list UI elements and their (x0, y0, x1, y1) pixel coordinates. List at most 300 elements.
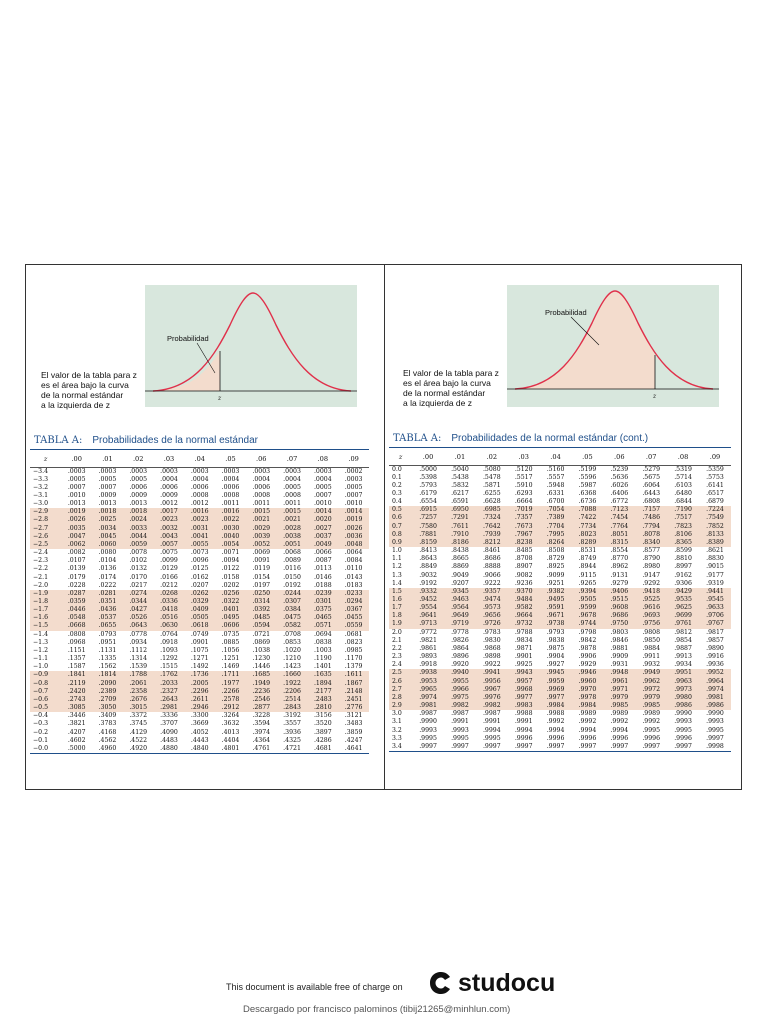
probability-cell: .0384 (277, 606, 308, 614)
column-header: .03 (508, 450, 540, 465)
probability-cell: .1611 (338, 671, 369, 679)
table-row (30, 745, 369, 754)
probability-cell: .9991 (482, 718, 501, 726)
probability-cell: .8023 (571, 531, 603, 539)
probability-cell: .9979 (603, 694, 635, 702)
z-value-cell: 1.2 (392, 563, 402, 571)
probability-cell: .1423 (283, 663, 301, 671)
probability-cell: .5359 (706, 465, 724, 473)
probability-cell: .0655 (92, 622, 123, 630)
probability-cell: .0012 (190, 500, 209, 508)
probability-cell: .9995 (706, 726, 724, 734)
probability-cell: .4641 (338, 745, 369, 754)
probability-cell: .3936 (283, 728, 301, 736)
probability-cell: .6844 (674, 498, 692, 506)
probability-cell: .0192 (283, 581, 301, 589)
probability-cell: .6331 (546, 489, 565, 497)
probability-cell: .9993 (451, 726, 469, 734)
probability-cell: .1401 (313, 663, 332, 671)
table-row (389, 629, 731, 637)
probability-cell: .2843 (277, 704, 308, 712)
probability-cell: .9983 (508, 702, 540, 710)
probability-cell: .9985 (635, 702, 667, 710)
probability-cell: .6517 (706, 489, 724, 497)
probability-cell: .2912 (215, 704, 246, 712)
probability-cell: .9997 (540, 743, 572, 752)
probability-cell: .1587 (67, 663, 86, 671)
probability-cell: .9147 (642, 571, 661, 579)
probability-cell: .1003 (313, 646, 332, 654)
probability-cell: .9949 (635, 669, 667, 677)
column-header: .04 (540, 450, 572, 465)
probability-cell: .9986 (699, 702, 731, 710)
z-value-cell: −2.1 (33, 573, 49, 581)
probability-cell: .7734 (571, 523, 603, 531)
probability-cell: .9015 (706, 563, 724, 571)
probability-cell: .0023 (184, 516, 215, 524)
probability-cell: .4325 (283, 736, 301, 744)
probability-cell: .0307 (277, 598, 308, 606)
probability-cell: .8621 (706, 547, 724, 555)
probability-cell: .9990 (674, 710, 692, 718)
probability-cell: .8078 (635, 531, 667, 539)
probability-cell: .7389 (540, 514, 572, 522)
probability-cell: .0485 (246, 614, 277, 622)
probability-cell: .1131 (98, 646, 117, 654)
probability-cell: .0003 (98, 467, 117, 475)
probability-cell: .0008 (252, 491, 271, 499)
probability-cell: .0024 (123, 516, 154, 524)
table-row (389, 653, 731, 661)
probability-cell: .2389 (92, 688, 123, 696)
probability-cell: .9582 (508, 604, 540, 612)
probability-cell: .2296 (184, 688, 215, 696)
probability-cell: .7019 (508, 506, 540, 514)
probability-cell: .8665 (451, 555, 469, 563)
probability-cell: .3594 (252, 720, 271, 728)
probability-cell: .0005 (129, 475, 148, 483)
probability-cell: .9929 (578, 661, 597, 669)
probability-cell: .6628 (482, 498, 501, 506)
probability-cell: .3085 (61, 704, 92, 712)
column-header: .00 (61, 452, 92, 467)
table-row (30, 557, 369, 565)
probability-cell: .0606 (215, 622, 246, 630)
probability-cell: .9162 (674, 571, 692, 579)
probability-cell: .8729 (546, 555, 565, 563)
probability-cell: .9996 (642, 734, 661, 742)
probability-cell: .3264 (221, 712, 240, 720)
probability-cell: .0179 (67, 573, 86, 581)
z-value-cell: 1.4 (392, 579, 402, 587)
probability-cell: .5793 (419, 481, 437, 489)
z-value-cell: −1.8 (30, 598, 61, 606)
probability-cell: .0062 (61, 541, 92, 549)
probability-cell: .0853 (283, 638, 301, 646)
probability-cell: .7881 (412, 531, 444, 539)
probability-cell: .8962 (610, 563, 629, 571)
probability-cell: .8997 (674, 563, 692, 571)
probability-cell: .9972 (635, 686, 667, 694)
probability-cell: .9956 (476, 678, 508, 686)
probability-cell: .8133 (699, 531, 731, 539)
probability-cell: .8554 (610, 547, 629, 555)
probability-cell: .9761 (667, 620, 699, 628)
probability-cell: .0047 (61, 533, 92, 541)
table-row (30, 541, 369, 549)
probability-cell: .0029 (246, 525, 277, 533)
probability-cell: .3974 (252, 728, 271, 736)
table-header-row (30, 452, 369, 467)
probability-cell: .9918 (419, 661, 437, 669)
probability-cell: .2483 (307, 696, 338, 704)
column-header: .09 (699, 450, 731, 465)
z-value-cell: 1.0 (392, 547, 402, 555)
table-row (389, 735, 731, 743)
table-row (389, 465, 731, 474)
probability-cell: .9989 (610, 710, 629, 718)
probability-cell: .9656 (476, 612, 508, 620)
probability-cell: .5948 (546, 481, 565, 489)
probability-cell: .0217 (129, 581, 148, 589)
probability-cell: .1562 (98, 663, 117, 671)
probability-cell: .9884 (642, 644, 661, 652)
probability-cell: .9082 (514, 571, 533, 579)
probability-cell: .6700 (546, 498, 565, 506)
probability-cell: .9495 (540, 596, 572, 604)
probability-cell: .9793 (546, 628, 565, 636)
note-line: a la izquierda de z (403, 398, 472, 408)
column-header: .08 (667, 450, 699, 465)
table-row (30, 484, 369, 492)
z-value-cell: −3.4 (33, 467, 49, 475)
probability-cell: .4286 (313, 736, 332, 744)
probability-cell: .9991 (451, 718, 469, 726)
probability-cell: .8686 (482, 555, 501, 563)
probability-cell: .9990 (419, 718, 437, 726)
probability-cell: .7157 (635, 506, 667, 514)
probability-cell: .9997 (412, 743, 444, 752)
probability-cell: .9991 (514, 718, 533, 726)
table-header-row (389, 450, 731, 465)
probability-cell: .9996 (514, 734, 533, 742)
table-title-text: Probabilidades de la normal estándar (cont.) (451, 433, 649, 444)
probability-cell: .0096 (190, 557, 209, 565)
probability-cell: .0559 (338, 622, 369, 630)
probability-cell: .2090 (92, 680, 123, 688)
table-row (30, 631, 369, 639)
probability-cell: .0202 (221, 581, 240, 589)
probability-cell: .9996 (610, 734, 629, 742)
probability-cell: .1762 (154, 671, 185, 679)
probability-cell: .0015 (246, 508, 277, 516)
probability-cell: .8830 (706, 555, 724, 563)
probability-cell: .0197 (252, 581, 271, 589)
z-value-cell: −1.5 (30, 622, 61, 630)
probability-cell: .2743 (61, 696, 92, 704)
probability-cell: .0132 (129, 565, 148, 573)
probability-cell: .2206 (277, 688, 308, 696)
table-row (389, 588, 731, 596)
probability-cell: .0516 (154, 614, 185, 622)
probability-cell: .9998 (699, 743, 731, 752)
probability-cell: .7291 (444, 514, 476, 522)
probability-cell: .8577 (642, 547, 661, 555)
table-row (389, 580, 731, 588)
studocu-logo-icon (426, 969, 454, 997)
probability-cell: .9975 (444, 694, 476, 702)
probability-cell: .8461 (482, 547, 501, 555)
probability-cell: .9969 (540, 686, 572, 694)
probability-cell: .0059 (123, 541, 154, 549)
table-row (389, 514, 731, 522)
probability-cell: .9963 (667, 678, 699, 686)
probability-cell: .0089 (283, 557, 301, 565)
probability-cell: .9838 (546, 636, 565, 644)
probability-cell: .8869 (451, 563, 469, 571)
probability-cell: .1020 (283, 646, 301, 654)
probability-cell: .9265 (578, 579, 597, 587)
probability-cell: .7324 (476, 514, 508, 522)
z-value-cell: −2.6 (30, 533, 61, 541)
probability-cell: .1515 (160, 663, 178, 671)
table-row (30, 606, 369, 614)
probability-cell: .0158 (221, 573, 240, 581)
probability-cell: .9997 (667, 743, 699, 752)
probability-cell: .9406 (603, 588, 635, 596)
table-row (30, 680, 369, 688)
probability-cell: .9997 (508, 743, 540, 752)
probability-cell: .9901 (514, 653, 533, 661)
column-header: .02 (476, 450, 508, 465)
probability-cell: .0256 (215, 590, 246, 598)
probability-cell: .0021 (246, 516, 277, 524)
probability-cell: .0049 (307, 541, 338, 549)
probability-cell: .0735 (221, 630, 240, 638)
probability-cell: .2877 (246, 704, 277, 712)
probability-cell: .1922 (277, 680, 308, 688)
probability-cell: .9778 (451, 628, 469, 636)
probability-cell: .9812 (674, 628, 692, 636)
probability-cell: .2177 (307, 688, 338, 696)
probability-cell: .5910 (514, 481, 533, 489)
table-row (30, 500, 369, 508)
probability-cell: .3300 (190, 712, 209, 720)
probability-cell: .9515 (603, 596, 635, 604)
probability-cell: .2676 (123, 696, 154, 704)
probability-cell: .1685 (246, 671, 277, 679)
probability-cell: .0032 (154, 525, 185, 533)
probability-cell: .9664 (508, 612, 540, 620)
table-row (30, 720, 369, 728)
probability-cell: .9994 (578, 726, 597, 734)
probability-cell: .5319 (674, 465, 692, 473)
probability-cell: .7611 (444, 523, 476, 531)
studocu-brand-link[interactable] (426, 968, 555, 998)
probability-cell: .0037 (307, 533, 338, 541)
probability-cell: .0170 (129, 573, 148, 581)
table-row (30, 598, 369, 606)
probability-cell: .2005 (184, 680, 215, 688)
probability-cell: .0033 (123, 525, 154, 533)
probability-cell: .0004 (160, 475, 178, 483)
probability-cell: .6736 (578, 498, 597, 506)
normal-curve-svg-left (145, 285, 357, 407)
probability-cell: .9854 (674, 636, 692, 644)
probability-cell: .8708 (514, 555, 533, 563)
table-row (30, 565, 369, 573)
probability-cell: .0006 (160, 483, 178, 491)
column-header: .06 (603, 450, 635, 465)
probability-cell: .7939 (476, 531, 508, 539)
z-value-cell: −0.0 (30, 745, 61, 754)
probability-cell: .8599 (674, 547, 692, 555)
probability-cell: .1210 (283, 655, 301, 663)
probability-cell: .9988 (546, 710, 565, 718)
probability-cell: .8389 (699, 539, 731, 547)
probability-cell: .0010 (344, 500, 363, 508)
probability-cell: .7357 (508, 514, 540, 522)
z-value-cell: 1.7 (389, 604, 412, 612)
probability-cell: .9997 (444, 743, 476, 752)
table-row (389, 702, 731, 710)
probability-cell: .9995 (419, 734, 437, 742)
probability-cell: .9633 (699, 604, 731, 612)
probability-cell: .1075 (190, 646, 209, 654)
probability-cell: .9989 (642, 710, 661, 718)
table-row (389, 620, 731, 628)
probability-cell: .0043 (154, 533, 185, 541)
probability-cell: .2611 (184, 696, 215, 704)
table-row (30, 647, 369, 655)
probability-cell: .9992 (610, 718, 629, 726)
probability-cell: .1539 (129, 663, 148, 671)
probability-cell: .0011 (221, 500, 240, 508)
probability-cell: .1314 (129, 655, 148, 663)
probability-cell: .9649 (444, 612, 476, 620)
probability-cell: .0392 (246, 606, 277, 614)
probability-cell: .9965 (412, 686, 444, 694)
probability-cell: .0020 (307, 516, 338, 524)
probability-cell: .1093 (160, 646, 178, 654)
probability-cell: .1788 (123, 671, 154, 679)
probability-cell: .9978 (571, 694, 603, 702)
probability-cell: .7764 (603, 523, 635, 531)
probability-cell: .0009 (160, 491, 178, 499)
probability-cell: .9834 (514, 636, 533, 644)
probability-cell: .2578 (215, 696, 246, 704)
probability-cell: .1736 (184, 671, 215, 679)
z-table-negative (30, 452, 369, 754)
probability-cell: .0749 (190, 630, 209, 638)
probability-cell: .0044 (123, 533, 154, 541)
probability-cell: .9177 (706, 571, 724, 579)
probability-cell: .9345 (444, 588, 476, 596)
normal-curve-svg-right (507, 285, 719, 407)
z-value-cell: −2.5 (30, 541, 61, 549)
probability-cell: .9922 (482, 661, 501, 669)
probability-cell: .9049 (451, 571, 469, 579)
probability-cell: .0582 (277, 622, 308, 630)
probability-cell: .0011 (252, 500, 271, 508)
probability-cell: .1170 (344, 655, 363, 663)
probability-cell: .6554 (419, 498, 437, 506)
z-value-cell: −0.5 (30, 704, 61, 712)
probability-cell: .4013 (221, 728, 240, 736)
probability-cell: .0119 (252, 565, 271, 573)
probability-cell: .5987 (578, 481, 597, 489)
probability-cell: .9788 (514, 628, 533, 636)
probability-cell: .5160 (546, 465, 565, 473)
probability-cell: .9875 (546, 644, 565, 652)
z-value-cell: −1.9 (30, 590, 61, 598)
probability-cell: .9564 (444, 604, 476, 612)
probability-cell: .0036 (338, 533, 369, 541)
probability-cell: .0004 (283, 475, 301, 483)
probability-cell: .9357 (476, 588, 508, 596)
column-header: .07 (635, 450, 667, 465)
probability-cell: .8643 (419, 555, 437, 563)
probability-cell: .0901 (190, 638, 209, 646)
table-row (30, 614, 369, 622)
probability-cell: .7549 (699, 514, 731, 522)
probability-cell: .0228 (67, 581, 86, 589)
z-value-cell: 1.1 (392, 555, 402, 563)
probability-cell: .0401 (215, 606, 246, 614)
z-value-cell: 1.8 (389, 612, 412, 620)
table-row (389, 506, 731, 514)
probability-cell: .9992 (642, 718, 661, 726)
probability-cell: .9952 (699, 669, 731, 677)
probability-cell: .1271 (190, 655, 209, 663)
probability-cell: .8212 (476, 539, 508, 547)
probability-cell: .9505 (571, 596, 603, 604)
probability-cell: .9535 (667, 596, 699, 604)
probability-cell: .2709 (92, 696, 123, 704)
probability-cell: .0427 (123, 606, 154, 614)
probability-cell: .2266 (215, 688, 246, 696)
probability-cell: .9861 (419, 644, 437, 652)
probability-cell: .7580 (412, 523, 444, 531)
z-value-cell: 1.6 (389, 596, 412, 604)
column-header: .05 (571, 450, 603, 465)
probability-cell: .9279 (610, 579, 629, 587)
z-value-cell: 2.3 (392, 653, 402, 661)
probability-cell: .3897 (313, 728, 332, 736)
probability-cell: .0294 (338, 598, 369, 606)
z-value-cell: −2.3 (33, 557, 49, 565)
probability-cell: .0274 (123, 590, 154, 598)
probability-cell: .7454 (603, 514, 635, 522)
probability-cell: .2643 (154, 696, 185, 704)
z-value-cell: 3.4 (389, 743, 412, 752)
probability-cell: .6103 (674, 481, 692, 489)
table-panel-positive (385, 265, 741, 789)
probability-cell: .4090 (160, 728, 178, 736)
table-row (389, 539, 731, 547)
table-row (30, 663, 369, 671)
probability-cell: .9988 (514, 710, 533, 718)
probability-cell: .0418 (154, 606, 185, 614)
probability-cell: .9957 (508, 678, 540, 686)
column-header: z (389, 450, 412, 465)
probability-cell: .9995 (642, 726, 661, 734)
probability-cell: .9976 (476, 694, 508, 702)
probability-cell: .0021 (277, 516, 308, 524)
probability-cell: .0003 (67, 467, 86, 475)
probability-cell: .9713 (412, 620, 444, 628)
z-value-cell: −2.8 (30, 516, 61, 524)
